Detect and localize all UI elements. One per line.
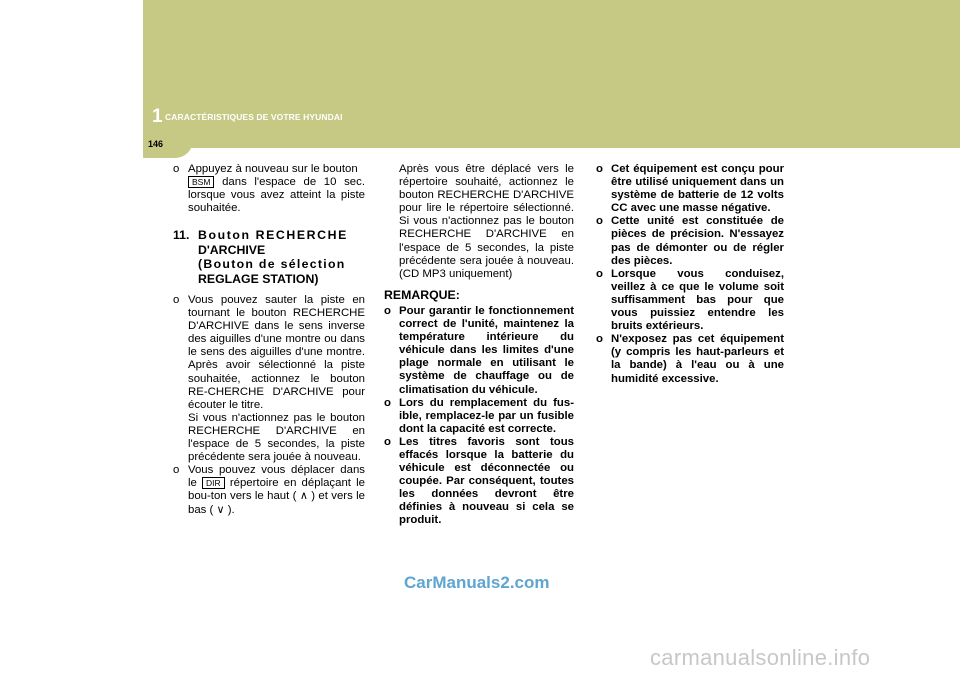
column-3 bbox=[596, 163, 784, 386]
bullet: o bbox=[173, 163, 180, 175]
list-item: o Lors du remplacement du fus-ible, remplacez-le par un fusible dont la capacité est correcte. bbox=[384, 396, 574, 435]
bullet: o bbox=[596, 215, 603, 228]
list-item: o Vous pouvez vous déplacer dans le DIR répertoire en déplaçant le bou-ton vers le haut ( ∧ ) et vers le bas ( ∨ ). bbox=[173, 464, 366, 516]
list-item: o Cet équipement est conçu pour être utilisé uniquement dans un système de batterie de 12 volts CC avec une masse négative. bbox=[596, 163, 784, 215]
bullet: o bbox=[596, 333, 603, 346]
page-number: 146 bbox=[148, 139, 164, 149]
section-heading: 11. Bouton RECHERCHE D'ARCHIVE (Bouton de sélection REGLAGE STATION) bbox=[173, 228, 348, 286]
chapter-title: CARACTÉRISTIQUES DE VOTRE HYUNDAI bbox=[165, 112, 343, 122]
down-arrow-icon: ∨ bbox=[216, 503, 225, 516]
bullet: o bbox=[384, 435, 391, 448]
column-2 bbox=[384, 163, 574, 528]
bullet: o bbox=[596, 267, 603, 280]
bullet: o bbox=[596, 163, 603, 175]
bullet: o bbox=[384, 304, 391, 317]
footer-watermark[interactable]: carmanualsonline.info bbox=[650, 645, 871, 670]
up-arrow-icon: ∧ bbox=[299, 490, 308, 503]
list-item: o Pour garantir le fonctionnement correct de l'unité, maintenez la température intérieure du véhicule dans les limites d'une plage normale en utilisant le système de chauffage ou de climatisation du véhicule. bbox=[384, 304, 574, 396]
bullet: o bbox=[384, 396, 391, 409]
remark-title: REMARQUE: bbox=[384, 287, 460, 302]
paragraph: Après vous être déplacé vers le répertoire souhaité, actionnez le bouton RECHERCHE D'ARCHIVE pour lire le répertoire sélectionné. Si vous n'actionnez pas le bouton RECHERCHE D'ARCHIVE en l'espace de 5 secondes, la piste précédente sera jouée à nouveau. (CD MP3 uniquement) bbox=[399, 163, 574, 280]
watermark-link[interactable]: CarManuals2.com bbox=[404, 573, 550, 592]
list-item: o Vous pouvez sauter la piste en tournant le bouton RECHERCHE D'ARCHIVE dans le sens inverse des aiguilles d'une montre ou dans le sens des aiguilles d'une montre. Après avoir sélectionné la piste souhaitée, actionnez le bouton RE-CHERCHE D'ARCHIVE pour écouter le titre. Si vous n'actionnez pas le bouton RECHERCHE D'ARCHIVE en l'espace de 5 secondes, la piste précédente sera jouée à nouveau. bbox=[173, 294, 365, 464]
dir-button-glyph: DIR bbox=[202, 477, 225, 489]
list-item: o Lorsque vous conduisez, veillez à ce que le volume soit suffisamment bas pour que vous puissiez entendre les bruits extérieurs. bbox=[596, 267, 784, 333]
bsm-button-glyph: BSM bbox=[188, 176, 214, 188]
bullet: o bbox=[173, 464, 180, 477]
list-item: o Les titres favoris sont tous effacés lorsque la batterie du véhicule est déconnectée ou coupée. Par conséquent, toutes les données devront être définies à nouveau si cela se produit. bbox=[384, 435, 574, 527]
list-item: o Cette unité est constituée de pièces de précision. N'essayez pas de démonter ou de régler des pièces. bbox=[596, 215, 784, 267]
page-number-tab bbox=[143, 129, 193, 158]
chapter-number: 1 bbox=[152, 106, 163, 127]
list-item: o Appuyez à nouveau sur le bouton BSM dans l'espace de 10 sec. lorsque vous avez atteint la piste souhaitée. bbox=[173, 163, 365, 215]
list-item: o N'exposez pas cet équipement (y compris les haut-parleurs et la bande) à l'eau ou à une humidité excessive. bbox=[596, 333, 784, 385]
bullet: o bbox=[173, 294, 180, 307]
column-1 bbox=[173, 163, 365, 517]
chapter-header bbox=[143, 0, 960, 148]
